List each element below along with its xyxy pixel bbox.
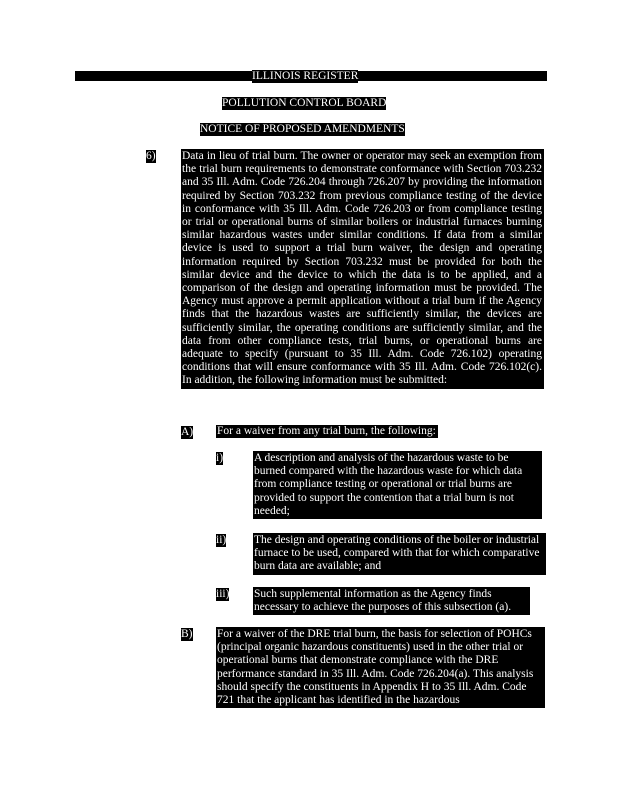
section-paragraph: Data in lieu of trial burn. The owner or operator may seek an exemption from the trial burn requirements to demonstrate conformance with Section 703.232 and 35 Ill. Adm. Code 726.204 through 726.207 by providing the information required by Section 703.232 from previous compliance testing of the device in conformance with 35 Ill. Adm. Code 726.203 or from compliance testing or trial or operational burns of similar boilers or industrial furnaces burning similar hazardous wastes under similar conditions. If data from a similar device is used to support a trial burn waiver, the design and operating information required by Section 703.232 must be provided for both the similar device and the device to which the data is to be applied, and a comparison of the design and operating information must be provided. The Agency must approve a permit application without a trial burn if the Agency finds that the hazardous wastes are sufficiently similar, the devices are sufficiently similar, the operating conditions are sufficiently similar, and the data from other compliance tests, trial burns, or operational burns are adequate to specify (pursuant to 35 Ill. Adm. Code 726.102) operating conditions that will ensure conformance with 35 Ill. Adm. Code 726.102(c). In addition, the following information must be submitted: <box>181 149 544 389</box>
sub-ii-label: ii) <box>216 534 227 546</box>
item-b-text: For a waiver of the DRE trial burn, the basis for selection of POHCs (principal organic hazardous constituents) used in the other trial or operational burns that demonstrate compliance with the DRE performance standard in 35 Ill. Adm. Code 726.204(a). This analysis should specify the constituents in Appendix H to 35 Ill. Adm. Code 721 that the applicant has identified in the hazardous <box>216 627 545 708</box>
item-a-text: For a waiver from any trial burn, the following: <box>217 425 436 437</box>
sub-iii-text: Such supplemental information as the Agency finds necessary to achieve the purposes of this subsection (a). <box>253 587 530 615</box>
sub-i-label: i) <box>216 452 224 464</box>
notice-title: NOTICE OF PROPOSED AMENDMENTS <box>200 123 405 135</box>
item-a-label: A) <box>181 426 194 438</box>
register-title: ILLINOIS REGISTER <box>252 70 359 82</box>
section-label: 6) <box>146 150 156 162</box>
board-title: POLLUTION CONTROL BOARD <box>222 97 387 109</box>
sub-i-text: A description and analysis of the hazardous waste to be burned compared with the hazardous waste for which data from compliance testing or operational or trial burns are provided to support the contention that a trial burn is not needed; <box>253 451 542 519</box>
sub-iii-label: iii) <box>216 588 230 600</box>
item-b-label: B) <box>181 628 193 640</box>
sub-ii-text: The design and operating conditions of the boiler or industrial furnace to be used, compared with that for which comparative burn data are available; and <box>253 533 546 575</box>
